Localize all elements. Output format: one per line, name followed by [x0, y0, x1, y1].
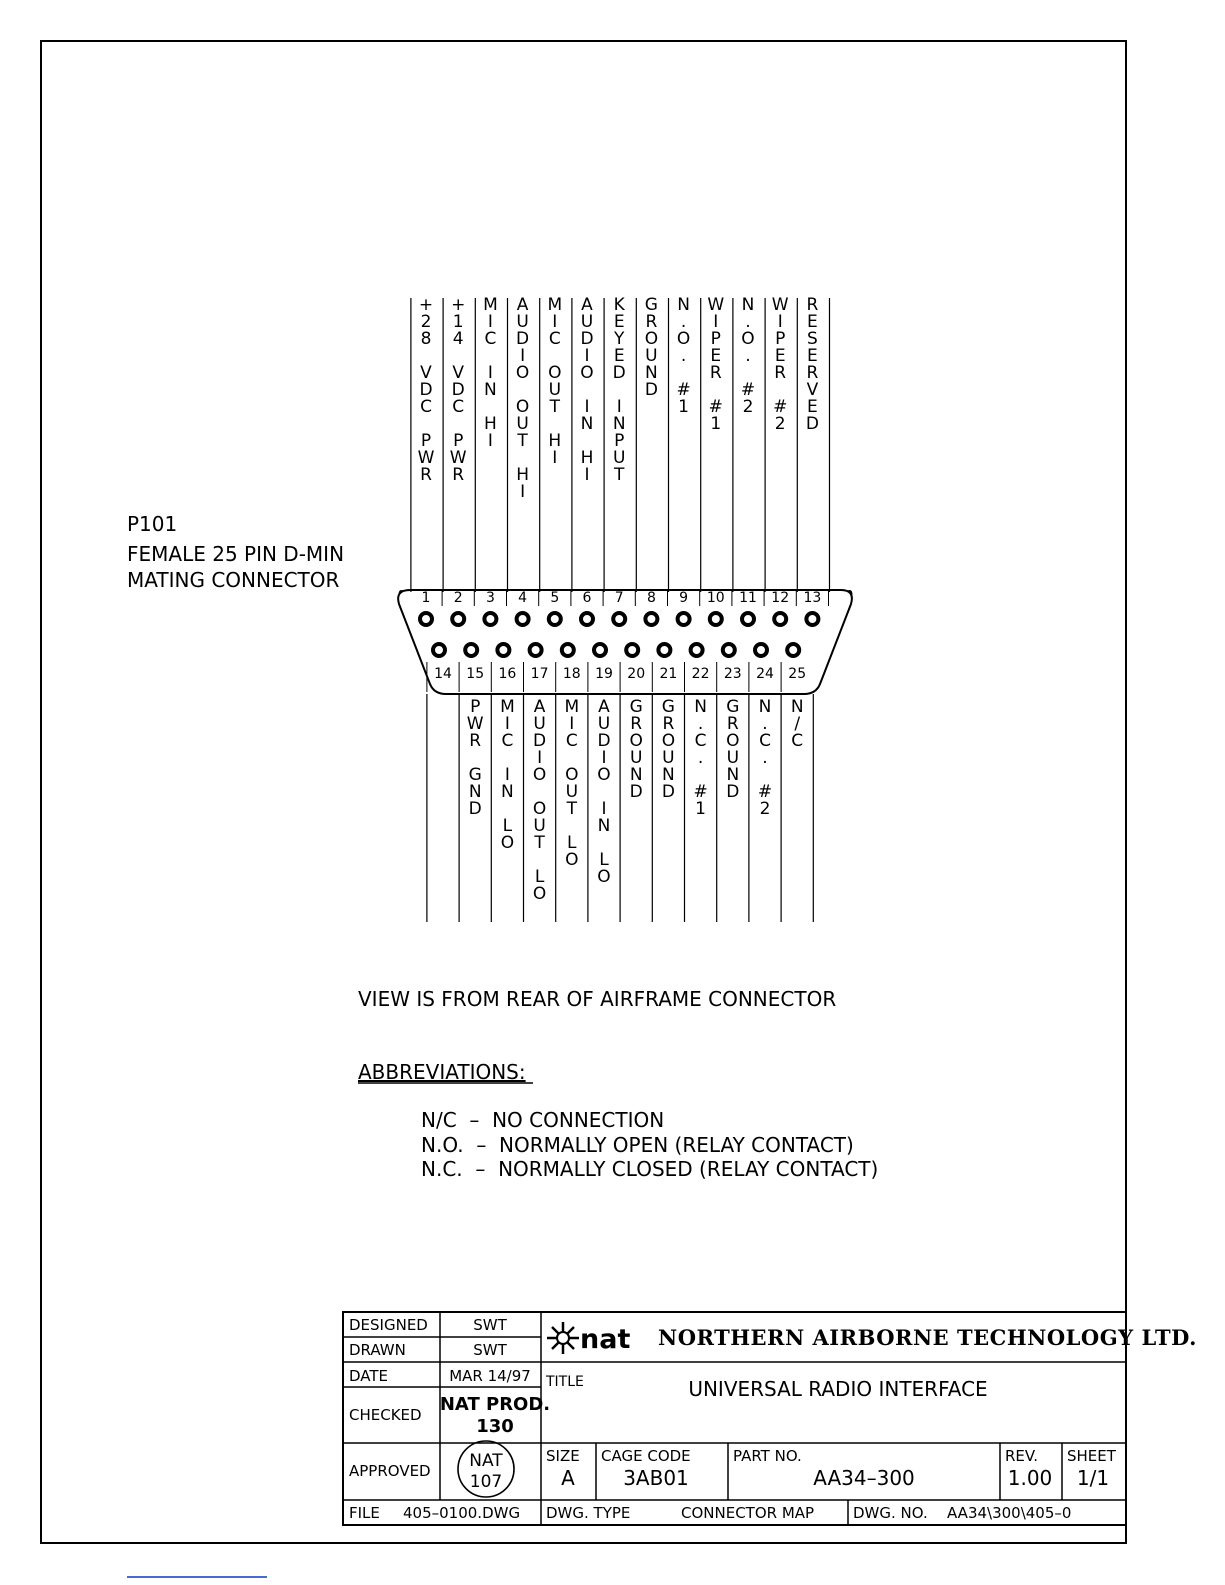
- pin-signal-char: P: [453, 431, 464, 451]
- pin-signal-char: D: [419, 380, 433, 400]
- pin-signal-char: N: [580, 414, 594, 434]
- pin-signal-char: A: [598, 697, 610, 717]
- pin-signal-char: .: [745, 346, 751, 366]
- pin-signal-char: #: [740, 380, 756, 400]
- abbreviations-heading: ABBREVIATIONS:: [358, 1060, 526, 1084]
- pin-signal-char: I: [487, 363, 493, 383]
- pin-signal-char: E: [613, 312, 625, 332]
- pin-socket: [530, 644, 542, 656]
- approval-stamp-line2: 107: [469, 1472, 503, 1492]
- pin-signal-char: W: [466, 714, 484, 734]
- pin-signal-char: 4: [452, 329, 464, 349]
- pin-socket: [581, 613, 593, 625]
- drawing-title: UNIVERSAL RADIO INTERFACE: [688, 1377, 988, 1401]
- pin-number-label: 16: [498, 666, 517, 682]
- pin-signal-char: I: [552, 312, 558, 332]
- pin-socket: [742, 613, 754, 625]
- pin-signal-char: U: [565, 782, 579, 802]
- pin-signal-char: I: [616, 397, 622, 417]
- pin-signal-char: O: [515, 397, 530, 417]
- pin-signal-char: N: [612, 414, 626, 434]
- pin-signal-char: T: [534, 833, 545, 853]
- pin-socket: [484, 613, 496, 625]
- pin-signal-char: R: [452, 465, 465, 485]
- pin-socket: [645, 613, 657, 625]
- pin-signal-char: R: [774, 363, 787, 383]
- pin-signal-char: M: [500, 697, 515, 717]
- pin-signal-char: D: [805, 414, 819, 434]
- date-label: DATE: [349, 1367, 389, 1385]
- pin-signal-char: O: [676, 329, 691, 349]
- pin-number-label: 12: [771, 590, 790, 606]
- pin-number-label: 11: [739, 590, 757, 606]
- pin-signal-char: I: [520, 346, 526, 366]
- pin-socket: [465, 644, 477, 656]
- pin-signal-char: N: [677, 295, 690, 315]
- pin-signal-char: +: [418, 295, 434, 315]
- pin-signal-char: U: [612, 448, 626, 468]
- pin-signal-char: I: [569, 714, 575, 734]
- pin-signal-char: S: [807, 329, 818, 349]
- dwg-no-label: DWG. NO.: [853, 1504, 928, 1522]
- pin-signal-char: O: [500, 833, 515, 853]
- pin-signal-char: #: [693, 782, 708, 802]
- rev-value: 1.00: [1007, 1466, 1053, 1490]
- sheet-label: SHEET: [1067, 1447, 1116, 1465]
- pin-signal-char: 1: [452, 312, 464, 332]
- pin-signal-char: .: [680, 312, 687, 332]
- pin-signal-char: M: [547, 295, 563, 315]
- pin-signal-char: U: [629, 748, 643, 768]
- pin-number-label: 6: [582, 590, 592, 606]
- pin-socket: [723, 644, 735, 656]
- pin-signal-char: D: [580, 329, 594, 349]
- pin-signal-char: I: [504, 714, 510, 734]
- pin-signal-char: I: [552, 448, 558, 468]
- pin-socket: [433, 644, 445, 656]
- pin-signal-char: L: [534, 867, 545, 887]
- pin-number-label: 13: [803, 590, 822, 606]
- pin-signal-char: D: [597, 731, 611, 751]
- dwg-no-value: AA34\300\405–0: [947, 1504, 1072, 1522]
- pin-signal-char: 1: [695, 799, 707, 819]
- pin-signal-char: C: [565, 731, 578, 751]
- pin-signal-char: D: [629, 782, 643, 802]
- pin-signal-char: V: [452, 363, 465, 383]
- pin-signal-char: R: [469, 731, 482, 751]
- pin-signal-char: G: [661, 697, 675, 717]
- title-block: [343, 1312, 1197, 1525]
- pin-signal-char: T: [517, 431, 528, 451]
- pin-signal-char: N: [484, 380, 497, 400]
- pin-signal-char: T: [566, 799, 577, 819]
- pin-number-label: 5: [550, 590, 560, 606]
- pin-signal-char: O: [565, 765, 579, 785]
- pin-socket: [549, 613, 561, 625]
- designed-label: DESIGNED: [349, 1316, 428, 1334]
- pin-number-label: 17: [530, 666, 549, 682]
- pin-signal-char: D: [468, 799, 482, 819]
- drawn-label: DRAWN: [349, 1341, 406, 1359]
- pin-signal-char: D: [661, 782, 675, 802]
- pin-signal-char: G: [726, 697, 740, 717]
- pin-signal-char: I: [713, 312, 719, 332]
- pin-signal-char: U: [533, 816, 546, 836]
- pin-number-label: 19: [595, 666, 613, 682]
- pin-signal-char: I: [487, 312, 493, 332]
- pin-signal-char: T: [614, 465, 625, 485]
- pin-signal-char: N: [501, 782, 514, 802]
- view-note: VIEW IS FROM REAR OF AIRFRAME CONNECTOR: [358, 987, 837, 1011]
- pin-signal-char: I: [777, 312, 783, 332]
- pin-signal-char: N: [629, 765, 643, 785]
- pin-signal-char: I: [487, 431, 493, 451]
- pin-signal-char: O: [532, 765, 547, 785]
- pin-signal-char: A: [581, 295, 593, 315]
- pin-signal-char: .: [762, 748, 768, 768]
- designed-value: SWT: [473, 1316, 507, 1334]
- pin-socket: [710, 613, 722, 625]
- pin-signal-char: E: [613, 346, 625, 366]
- pin-signal-char: I: [537, 748, 543, 768]
- date-value: MAR 14/97: [449, 1367, 531, 1385]
- pin-signal-char: O: [741, 329, 755, 349]
- logo-wordmark: nat: [580, 1324, 631, 1355]
- pin-signal-char: A: [533, 697, 546, 717]
- pin-signal-char: P: [614, 431, 625, 451]
- pin-signal-char: U: [516, 414, 529, 434]
- pin-number-label: 10: [706, 590, 725, 606]
- pin-signal-char: I: [584, 397, 590, 417]
- pin-number-label: 24: [756, 666, 774, 682]
- approval-stamp-line1: NAT: [469, 1451, 503, 1471]
- sheet-border: [41, 41, 1126, 1543]
- pin-signal-char: O: [644, 329, 659, 349]
- pin-number-label: 20: [627, 666, 646, 682]
- pin-signal-char: P: [470, 697, 481, 717]
- pin-signal-char: N: [741, 295, 755, 315]
- pin-signal-char: G: [644, 295, 658, 315]
- pin-signal-char: G: [629, 697, 643, 717]
- pin-signal-char: R: [806, 363, 819, 383]
- connector-designation: P101: [127, 512, 178, 536]
- pin-signal-char: #: [708, 397, 723, 417]
- pin-signal-char: E: [774, 346, 786, 366]
- pin-signal-char: C: [548, 329, 561, 349]
- pin-socket: [613, 613, 625, 625]
- pin-signal-char: U: [662, 748, 675, 768]
- pin-signal-char: O: [548, 363, 562, 383]
- pin-signal-char: H: [516, 465, 529, 485]
- pin-number-label: 15: [466, 666, 485, 682]
- pin-signal-char: U: [645, 346, 658, 366]
- pin-number-label: 23: [723, 666, 742, 682]
- pin-signal-char: U: [580, 312, 594, 332]
- pin-signal-char: E: [807, 346, 818, 366]
- pin-number-label: 3: [485, 590, 495, 606]
- pin-signal-char: N: [468, 782, 482, 802]
- pin-signal-char: E: [710, 346, 722, 366]
- pin-socket: [678, 613, 690, 625]
- pin-signal-char: D: [726, 782, 740, 802]
- pin-number-label: 2: [453, 590, 463, 606]
- pin-signal-char: I: [584, 465, 590, 485]
- title-label: TITLE: [546, 1374, 584, 1390]
- pin-signal-char: .: [697, 714, 704, 734]
- page-edge-link-underline: [127, 1576, 267, 1578]
- drawn-value: SWT: [473, 1341, 507, 1359]
- pin-signal-char: Y: [614, 329, 625, 349]
- pin-socket: [787, 644, 799, 656]
- abbreviation-item: N.C. – NORMALLY CLOSED (RELAY CONTACT): [421, 1157, 879, 1181]
- pin-number-label: 9: [679, 590, 689, 606]
- checked-value-line2: 130: [476, 1416, 514, 1437]
- pin-signal-char: L: [599, 850, 609, 870]
- part-no-label: PART NO.: [733, 1447, 802, 1465]
- sheet-value: 1/1: [1076, 1466, 1110, 1490]
- pin-signal-char: O: [597, 765, 611, 785]
- pin-number-label: 22: [691, 666, 710, 682]
- pin-signal-char: U: [533, 714, 546, 734]
- pin-signal-char: C: [452, 397, 465, 417]
- pin-signal-char: O: [565, 850, 579, 870]
- pin-signal-char: 2: [759, 799, 771, 819]
- pin-signal-char: K: [613, 295, 625, 315]
- pin-signal-char: T: [549, 397, 560, 417]
- pin-signal-char: 1: [710, 414, 722, 434]
- pin-signal-char: D: [451, 380, 465, 400]
- pin-signal-char: M: [483, 295, 498, 315]
- pin-signal-char: G: [468, 765, 482, 785]
- approved-label: APPROVED: [349, 1462, 431, 1480]
- pin-signal-char: R: [662, 714, 675, 734]
- pin-socket: [452, 613, 464, 625]
- pin-signal-char: O: [597, 867, 611, 887]
- pin-signal-char: .: [762, 714, 768, 734]
- bottom-row-wires: [427, 694, 813, 922]
- pin-socket: [755, 644, 767, 656]
- pin-number-label: 1: [421, 590, 431, 606]
- pin-socket: [420, 613, 432, 625]
- pin-signal-char: N: [645, 363, 658, 383]
- pin-signal-char: D: [612, 363, 626, 383]
- pin-signal-char: O: [532, 799, 547, 819]
- pin-socket: [497, 644, 509, 656]
- pin-signal-char: V: [806, 380, 819, 400]
- pin-signal-char: N: [790, 697, 804, 717]
- pin-signal-char: N: [662, 765, 675, 785]
- pin-signal-char: O: [629, 731, 643, 751]
- pin-signal-char: O: [515, 363, 530, 383]
- pin-signal-char: U: [516, 312, 529, 332]
- company-name: NORTHERN AIRBORNE TECHNOLOGY LTD.: [658, 1325, 1197, 1350]
- cage-code-value: 3AB01: [623, 1466, 689, 1490]
- cage-code-label: CAGE CODE: [601, 1447, 691, 1465]
- pin-signal-char: 2: [742, 397, 754, 417]
- pin-signal-char: I: [601, 799, 607, 819]
- pin-signal-char: 1: [678, 397, 690, 417]
- pin-signal-char: C: [484, 329, 497, 349]
- pin-number-label: 21: [659, 666, 678, 682]
- pin-signal-char: I: [584, 346, 590, 366]
- pin-signal-char: O: [532, 884, 547, 904]
- pin-signal-char: R: [709, 363, 722, 383]
- abbreviation-item: N.O. – NORMALLY OPEN (RELAY CONTACT): [421, 1133, 854, 1157]
- pin-signal-char: U: [726, 748, 740, 768]
- pin-signal-char: .: [745, 312, 751, 332]
- pin-number-label: 25: [788, 666, 807, 682]
- pin-signal-char: R: [726, 714, 739, 734]
- pin-signal-char: I: [504, 765, 510, 785]
- pin-signal-char: C: [501, 731, 514, 751]
- pin-signal-char: N: [726, 765, 740, 785]
- pin-number-label: 18: [562, 666, 581, 682]
- pin-signal-char: N: [597, 816, 611, 836]
- pin-socket: [691, 644, 703, 656]
- checked-label: CHECKED: [349, 1406, 422, 1424]
- pin-signal-char: #: [757, 782, 773, 802]
- pin-signal-char: #: [676, 380, 691, 400]
- pin-signal-char: R: [630, 714, 643, 734]
- pin-signal-char: N: [758, 697, 772, 717]
- pin-signal-char: C: [694, 731, 707, 751]
- pin-socket: [517, 613, 529, 625]
- pin-number-label: 8: [646, 590, 656, 606]
- pin-socket: [806, 613, 818, 625]
- pin-signal-char: 2: [420, 312, 432, 332]
- pin-signal-char: O: [726, 731, 740, 751]
- pin-socket: [594, 644, 606, 656]
- pin-socket: [774, 613, 786, 625]
- pin-signal-char: L: [502, 816, 513, 836]
- part-no-value: AA34–300: [813, 1466, 915, 1490]
- pin-signal-char: W: [707, 295, 725, 315]
- pin-signal-char: N: [694, 697, 707, 717]
- pin-signal-char: R: [806, 295, 819, 315]
- pin-signal-char: D: [516, 329, 530, 349]
- pin-signal-char: I: [601, 748, 607, 768]
- pin-signal-char: R: [420, 465, 432, 485]
- pin-signal-char: +: [451, 295, 466, 315]
- top-row-wires: [411, 295, 830, 592]
- pin-signal-char: C: [791, 731, 804, 751]
- pin-signal-char: P: [710, 329, 721, 349]
- pin-signal-char: .: [697, 748, 704, 768]
- size-label: SIZE: [546, 1447, 580, 1465]
- pin-signal-char: E: [807, 397, 818, 417]
- pin-socket: [562, 644, 574, 656]
- rev-label: REV.: [1005, 1447, 1038, 1465]
- pin-signal-char: U: [597, 714, 611, 734]
- pin-socket: [658, 644, 670, 656]
- pin-signal-char: O: [580, 363, 594, 383]
- pin-signal-char: 2: [774, 414, 786, 434]
- pin-signal-char: 8: [420, 329, 432, 349]
- pin-signal-char: P: [775, 329, 786, 349]
- pin-socket: [626, 644, 638, 656]
- nat-logo-icon: [547, 1322, 630, 1355]
- pin-signal-char: C: [759, 731, 771, 751]
- pin-signal-char: .: [680, 346, 687, 366]
- pin-signal-char: H: [548, 431, 562, 451]
- file-value: 405–0100.DWG: [403, 1504, 521, 1522]
- pin-signal-char: U: [548, 380, 562, 400]
- pin-signal-char: M: [564, 697, 580, 717]
- connector-description-line2: MATING CONNECTOR: [127, 568, 340, 592]
- pin-signal-char: W: [449, 448, 467, 468]
- abbreviation-item: N/C – NO CONNECTION: [421, 1108, 665, 1132]
- pin-signal-char: R: [645, 312, 658, 332]
- connector-description-line1: FEMALE 25 PIN D-MIN: [127, 542, 345, 566]
- pin-signal-char: V: [420, 363, 432, 383]
- checked-value-line1: NAT PROD.: [439, 1394, 551, 1415]
- pin-signal-char: #: [773, 397, 788, 417]
- pin-number-label: 4: [518, 590, 528, 606]
- pin-signal-char: D: [533, 731, 547, 751]
- pin-signal-char: W: [417, 448, 435, 468]
- pin-signal-char: D: [644, 380, 658, 400]
- pin-signal-char: A: [516, 295, 529, 315]
- file-label: FILE: [349, 1504, 380, 1522]
- pin-signal-char: P: [420, 431, 432, 451]
- pin-signal-char: C: [420, 397, 432, 417]
- pin-signal-char: H: [484, 414, 497, 434]
- pin-number-label: 14: [434, 666, 452, 682]
- pin-signal-char: W: [771, 295, 789, 315]
- pin-number-label: 7: [614, 590, 624, 606]
- pin-signal-char: E: [807, 312, 818, 332]
- pin-signal-char: H: [580, 448, 594, 468]
- dwg-type-label: DWG. TYPE: [546, 1504, 631, 1522]
- size-value: A: [561, 1466, 575, 1490]
- pin-signal-char: L: [567, 833, 577, 853]
- pin-signal-char: I: [520, 482, 526, 502]
- pin-signal-char: O: [661, 731, 676, 751]
- pin-signal-char: /: [794, 714, 801, 734]
- dwg-type-value: CONNECTOR MAP: [681, 1504, 815, 1522]
